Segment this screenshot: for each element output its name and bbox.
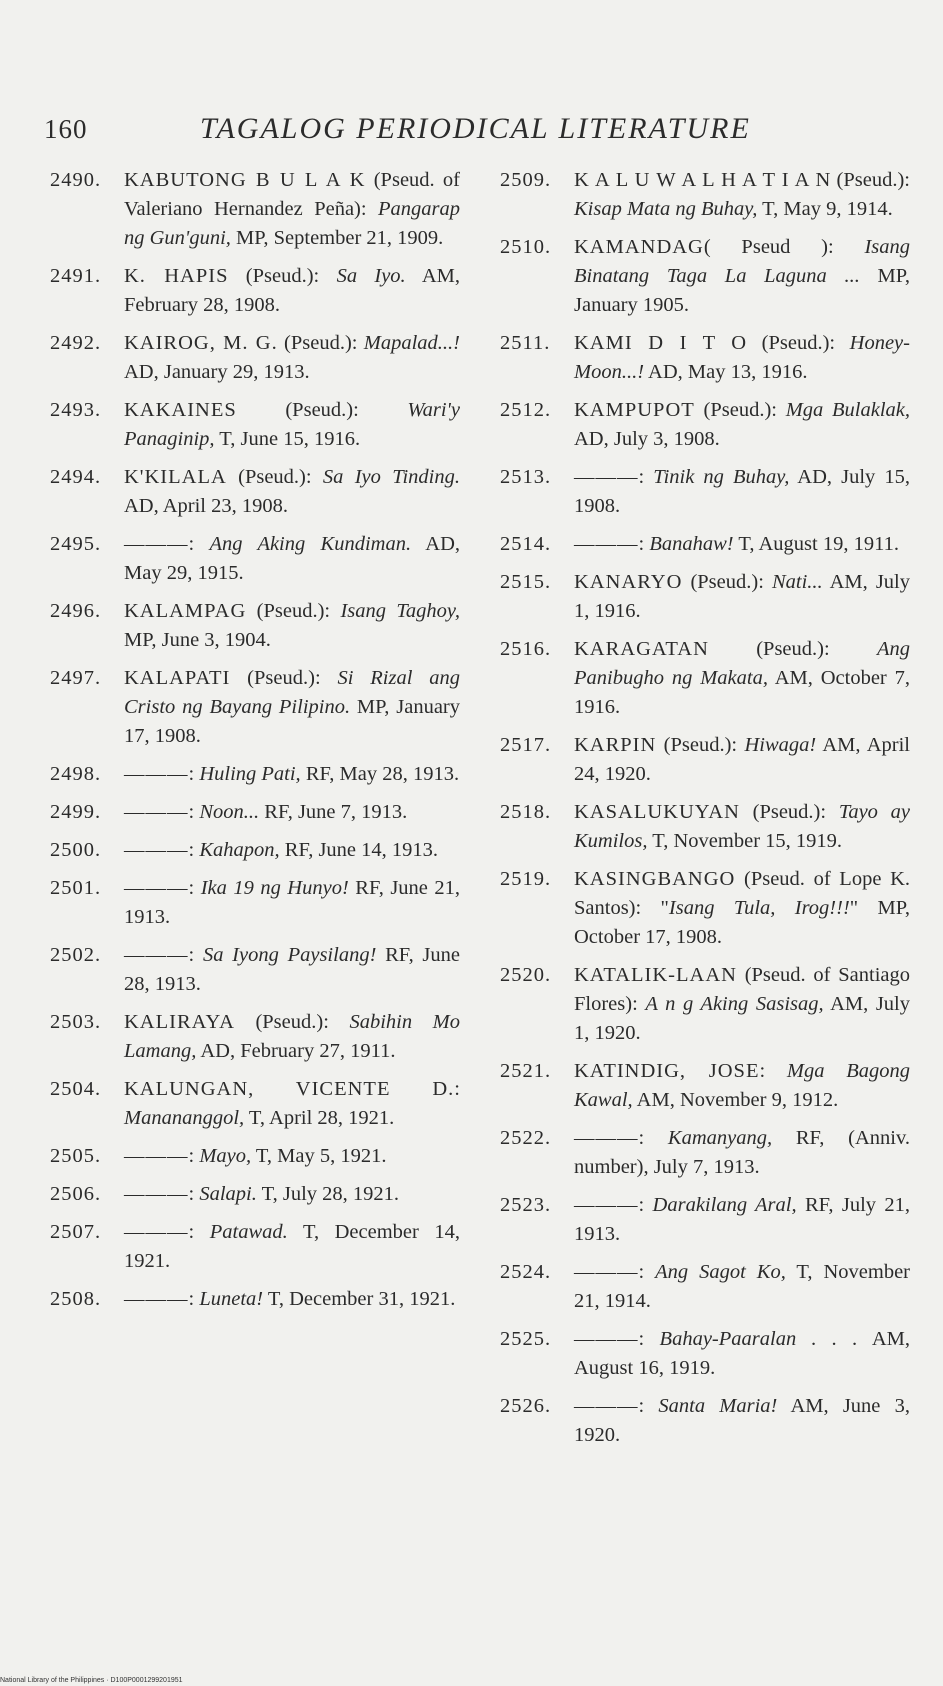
entry-number: 2503.: [50, 1011, 102, 1033]
entry-author: ———: [574, 533, 639, 555]
entry-note: (Pseud.):: [682, 571, 772, 593]
bibliography-entry: [490, 1191, 910, 1249]
left-column: [40, 166, 460, 1323]
bibliography-entry: [490, 798, 910, 856]
entry-author: K'KILALA: [124, 466, 227, 488]
entry-citation: AD, May 13, 1916.: [644, 361, 808, 383]
entry-citation: RF, June 14, 1913.: [279, 839, 439, 861]
running-title: TAGALOG PERIODICAL LITERATURE: [200, 112, 751, 145]
entry-number: 2499.: [50, 801, 102, 823]
entry-author: KALIRAYA: [124, 1011, 235, 1033]
entry-number: 2491.: [50, 265, 102, 287]
entry-author: KATINDIG, JOSE: [574, 1060, 760, 1082]
entry-author: KARAGATAN: [574, 638, 709, 660]
entry-citation: AM, July 1, 1916.: [574, 571, 911, 622]
entry-author: KASINGBANGO: [574, 868, 736, 890]
entry-note: :: [188, 1288, 200, 1310]
entry-author: KALAMPAG: [124, 600, 247, 622]
entry-note: (Pseud.):: [228, 265, 337, 287]
entry-author: KALUNGAN, VICENTE D.: [124, 1078, 455, 1100]
entry-note: :: [188, 877, 201, 899]
entry-number: 2496.: [50, 600, 102, 622]
entry-number: 2505.: [50, 1145, 102, 1167]
entry-author: ———: [124, 533, 189, 555]
bibliography-entry: [40, 836, 460, 865]
entry-note: (Pseud.):: [708, 638, 877, 660]
bibliography-entry: [490, 530, 910, 559]
entry-note: (Pseud. of Valeriano Hernandez Peña):: [124, 169, 460, 220]
entry-number: 2509.: [500, 169, 552, 191]
entry-citation: " MP, October 17, 1908.: [574, 897, 910, 948]
entry-number: 2516.: [500, 638, 552, 660]
entry-note: :: [638, 1194, 653, 1216]
bibliography-entry: [40, 1285, 460, 1314]
entry-citation: T, June 15, 1916.: [214, 428, 361, 450]
bibliography-entry: [490, 396, 910, 454]
entry-number: 2506.: [50, 1183, 102, 1205]
entry-author: ———: [574, 1328, 639, 1350]
entry-number: 2523.: [500, 1194, 552, 1216]
bibliography-entry: [40, 166, 460, 253]
entry-note: (Pseud.):: [230, 667, 338, 689]
entry-citation: AD, May 29, 1915.: [124, 533, 461, 584]
entry-citation: T, November 21, 1914.: [574, 1261, 911, 1312]
bibliography-entry: [40, 1218, 460, 1276]
entry-citation: T, May 9, 1914.: [757, 198, 893, 220]
page-header: [40, 112, 920, 162]
entry-author: ———: [124, 801, 189, 823]
bibliography-entry: [40, 329, 460, 387]
bibliography-entry: [40, 760, 460, 789]
entry-title: Patawad.: [209, 1221, 288, 1243]
entry-number: 2490.: [50, 169, 102, 191]
entry-note: :: [188, 1183, 200, 1205]
entry-citation: RF, June 7, 1913.: [259, 801, 408, 823]
entry-note: (Pseud.):: [831, 169, 910, 191]
entry-author: KASALUKUYAN: [574, 801, 740, 823]
entry-author: K. HAPIS: [124, 265, 229, 287]
entry-title: Darakilang Aral,: [652, 1194, 797, 1216]
bibliography-entry: [490, 166, 910, 224]
entry-note: (Pseud.):: [277, 332, 364, 354]
entry-title: Isang Binatang Taga La Laguna ...: [574, 236, 910, 287]
entry-note: (Pseud.):: [656, 734, 745, 756]
bibliography-entry: [490, 463, 910, 521]
entry-author: ———: [124, 1221, 189, 1243]
entry-citation: T, April 28, 1921.: [244, 1107, 395, 1129]
entry-note: :: [188, 944, 203, 966]
entry-citation: MP, June 3, 1904.: [124, 629, 271, 651]
bibliography-entry: [40, 941, 460, 999]
entry-title: Salapi.: [199, 1183, 257, 1205]
entry-number: 2521.: [500, 1060, 552, 1082]
entry-title: Ika 19 ng Hunyo!: [200, 877, 349, 899]
entry-title: Ang Aking Kundiman.: [209, 533, 412, 555]
entry-title: Mga Bulaklak,: [785, 399, 910, 421]
entry-citation: AM, February 28, 1908.: [124, 265, 461, 316]
bibliography-entry: [490, 731, 910, 789]
entry-title: Huling Pati,: [199, 763, 301, 785]
entry-note: (Pseud.):: [226, 466, 323, 488]
entry-title: Tinik ng Buhay,: [653, 466, 790, 488]
entry-title: Santa Maria!: [658, 1395, 778, 1417]
entry-title: Ang Sagot Ko,: [655, 1261, 786, 1283]
entry-title: Nati...: [771, 571, 823, 593]
entry-citation: AM, October 7, 1916.: [574, 667, 910, 718]
bibliography-entry: [40, 798, 460, 827]
entry-note: (Pseud. of Santiago Flores):: [574, 964, 910, 1015]
entry-note: (Pseud.):: [747, 332, 850, 354]
entry-author: K A L U W A L H A T I A N: [574, 169, 832, 191]
bibliography-entry: [40, 1180, 460, 1209]
entry-number: 2497.: [50, 667, 102, 689]
entry-title: Kisap Mata ng Buhay,: [574, 198, 758, 220]
footer-credit: National Library of the Philippines · D100P0001299201951: [0, 1677, 183, 1684]
entry-number: 2513.: [500, 466, 552, 488]
entry-number: 2504.: [50, 1078, 102, 1100]
entry-title: Ang Panibugho ng Makata,: [574, 638, 910, 689]
page-number: 160: [44, 114, 88, 144]
entry-title: Noon...: [199, 801, 260, 823]
entry-author: ———: [574, 1127, 639, 1149]
bibliography-entry: [40, 874, 460, 932]
entry-citation: AM, June 3, 1920.: [574, 1395, 910, 1446]
entry-author: ———: [124, 1145, 189, 1167]
entry-citation: AD, July 3, 1908.: [574, 428, 720, 450]
entry-number: 2511.: [500, 332, 551, 354]
entry-title: Sa Iyo.: [336, 265, 406, 287]
entry-note: :: [638, 1127, 668, 1149]
entry-author: ———: [124, 1288, 189, 1310]
entry-author: KAMPUPOT: [574, 399, 695, 421]
entry-author: ———: [124, 1183, 189, 1205]
entry-title: Wari'y Panaginip,: [124, 399, 460, 450]
bibliography-entry: [490, 865, 910, 952]
bibliography-entry: [490, 961, 910, 1048]
bibliography-entry: [40, 396, 460, 454]
entry-number: 2498.: [50, 763, 102, 785]
entry-note: :: [759, 1060, 787, 1082]
entry-number: 2510.: [500, 236, 552, 258]
bibliography-entry: [490, 635, 910, 722]
right-column: [490, 166, 910, 1459]
entry-citation: MP, January 1905.: [574, 265, 910, 316]
entry-author: KABUTONG B U L A K: [124, 169, 366, 191]
entry-number: 2502.: [50, 944, 102, 966]
bibliography-entry: [40, 664, 460, 751]
entry-title: Tayo ay Kumilos,: [574, 801, 911, 852]
entry-citation: T, November 15, 1919.: [647, 830, 843, 852]
entry-author: ———: [124, 944, 189, 966]
entry-citation: RF, June 21, 1913.: [124, 877, 461, 928]
entry-number: 2517.: [500, 734, 552, 756]
entry-citation: RF, (Anniv. number), July 7, 1913.: [574, 1127, 910, 1178]
entry-number: 2525.: [500, 1328, 552, 1350]
entry-title: Sa Iyong Paysilang!: [202, 944, 377, 966]
bibliography-entry: [490, 1057, 910, 1115]
entry-title: Isang Tula, Irog!!!: [668, 897, 850, 919]
entry-title: Manananggol,: [124, 1107, 245, 1129]
entry-author: ———: [574, 1194, 639, 1216]
entry-title: A n g Aking Sasisag,: [645, 993, 824, 1015]
entry-number: 2526.: [500, 1395, 552, 1417]
bibliography-entry: [490, 233, 910, 320]
entry-author: KANARYO: [574, 571, 683, 593]
entry-note: (Pseud. of Lope K. Santos): ": [574, 868, 910, 919]
entry-citation: T, May 5, 1921.: [251, 1145, 387, 1167]
entry-citation: MP, January 17, 1908.: [124, 696, 461, 747]
entry-author: KALAPATI: [124, 667, 231, 689]
entry-number: 2520.: [500, 964, 552, 986]
entry-author: KATALIK-LAAN: [574, 964, 737, 986]
entry-title: Mapalad...!: [363, 332, 460, 354]
entry-note: :: [188, 1221, 210, 1243]
entry-note: (Pseud.):: [236, 399, 408, 421]
bibliography-entry: [490, 568, 910, 626]
entry-citation: RF, July 21, 1913.: [574, 1194, 911, 1245]
entry-citation: AM, April 24, 1920.: [574, 734, 911, 785]
bibliography-entry: [40, 463, 460, 521]
entry-note: :: [188, 1145, 200, 1167]
entry-citation: AM, July 1, 1920.: [574, 993, 911, 1044]
entry-title: Kahapon,: [199, 839, 280, 861]
entry-citation: AD, July 15, 1908.: [574, 466, 911, 517]
entry-citation: T, July 28, 1921.: [256, 1183, 400, 1205]
bibliography-entry: [490, 1124, 910, 1182]
entry-number: 2514.: [500, 533, 552, 555]
entry-number: 2492.: [50, 332, 102, 354]
entry-author: ———: [124, 877, 189, 899]
entry-note: :: [638, 1395, 659, 1417]
entry-title: Pangarap ng Gun'guni,: [124, 198, 460, 249]
entry-number: 2519.: [500, 868, 552, 890]
entry-note: :: [638, 466, 654, 488]
entry-citation: RF, June 28, 1913.: [124, 944, 461, 995]
entry-note: :: [638, 1328, 660, 1350]
bibliography-entry: [490, 329, 910, 387]
entry-author: KAMANDAG: [574, 236, 704, 258]
entry-author: ———: [574, 1395, 639, 1417]
entry-author: KAIROG, M. G.: [124, 332, 278, 354]
entry-number: 2501.: [50, 877, 102, 899]
bibliography-entry: [40, 1142, 460, 1171]
entry-note: ( Pseud ):: [703, 236, 865, 258]
bibliography-entry: [40, 597, 460, 655]
entry-title: Bahay-Paaralan . . .: [659, 1328, 858, 1350]
entry-citation: T, December 14, 1921.: [124, 1221, 461, 1272]
entry-number: 2515.: [500, 571, 552, 593]
entry-note: (Pseud.):: [739, 801, 839, 823]
entry-number: 2524.: [500, 1261, 552, 1283]
entry-citation: AD, February 27, 1911.: [196, 1040, 396, 1062]
entry-note: :: [188, 763, 200, 785]
bibliography-entry: [490, 1392, 910, 1450]
entry-note: (Pseud.):: [234, 1011, 350, 1033]
entry-author: ———: [124, 839, 189, 861]
entry-title: Banahaw!: [649, 533, 734, 555]
entry-note: :: [188, 839, 200, 861]
entry-note: :: [638, 1261, 656, 1283]
entry-citation: T, December 31, 1921.: [263, 1288, 456, 1310]
entry-title: Mga Bagong Kawal,: [574, 1060, 910, 1111]
entry-number: 2518.: [500, 801, 552, 823]
bibliography-entry: [40, 530, 460, 588]
entry-note: (Pseud.):: [246, 600, 341, 622]
entry-citation: MP, September 21, 1909.: [230, 227, 444, 249]
entry-citation: RF, May 28, 1913.: [300, 763, 460, 785]
entry-author: KARPIN: [574, 734, 657, 756]
entry-citation: AM, November 9, 1912.: [632, 1089, 839, 1111]
entry-note: :: [638, 533, 650, 555]
entry-note: (Pseud.):: [694, 399, 786, 421]
bibliography-entry: [40, 262, 460, 320]
bibliography-entry: [40, 1075, 460, 1133]
entry-number: 2522.: [500, 1127, 552, 1149]
entry-title: Isang Taghoy,: [340, 600, 460, 622]
entry-note: :: [188, 801, 200, 823]
entry-number: 2495.: [50, 533, 102, 555]
entry-citation: T, August 19, 1911.: [733, 533, 899, 555]
entry-number: 2493.: [50, 399, 102, 421]
entry-author: KAKAINES: [124, 399, 237, 421]
entry-title: Mayo,: [199, 1145, 252, 1167]
entry-title: Honey-Moon...!: [574, 332, 910, 383]
entry-title: Si Rizal ang Cristo ng Bayang Pilipino.: [124, 667, 461, 718]
entry-note: :: [188, 533, 210, 555]
entry-number: 2500.: [50, 839, 102, 861]
entry-title: Sabihin Mo Lamang,: [124, 1011, 460, 1062]
entry-author: ———: [574, 466, 639, 488]
entry-number: 2494.: [50, 466, 102, 488]
entry-title: Luneta!: [199, 1288, 264, 1310]
bibliography-entry: [40, 1008, 460, 1066]
entry-title: Hiwaga!: [744, 734, 817, 756]
entry-author: ———: [574, 1261, 639, 1283]
entry-number: 2512.: [500, 399, 552, 421]
entry-note: :: [454, 1078, 460, 1100]
entry-author: ———: [124, 763, 189, 785]
entry-number: 2507.: [50, 1221, 102, 1243]
entry-citation: AD, April 23, 1908.: [124, 495, 288, 517]
entry-citation: AM, August 16, 1919.: [574, 1328, 910, 1379]
bibliography-entry: [490, 1325, 910, 1383]
entry-citation: AD, January 29, 1913.: [124, 361, 310, 383]
entry-title: Kamanyang,: [667, 1127, 773, 1149]
entry-title: Sa Iyo Tinding.: [322, 466, 460, 488]
entry-author: KAMI D I T O: [574, 332, 748, 354]
bibliography-entry: [490, 1258, 910, 1316]
entry-number: 2508.: [50, 1288, 102, 1310]
